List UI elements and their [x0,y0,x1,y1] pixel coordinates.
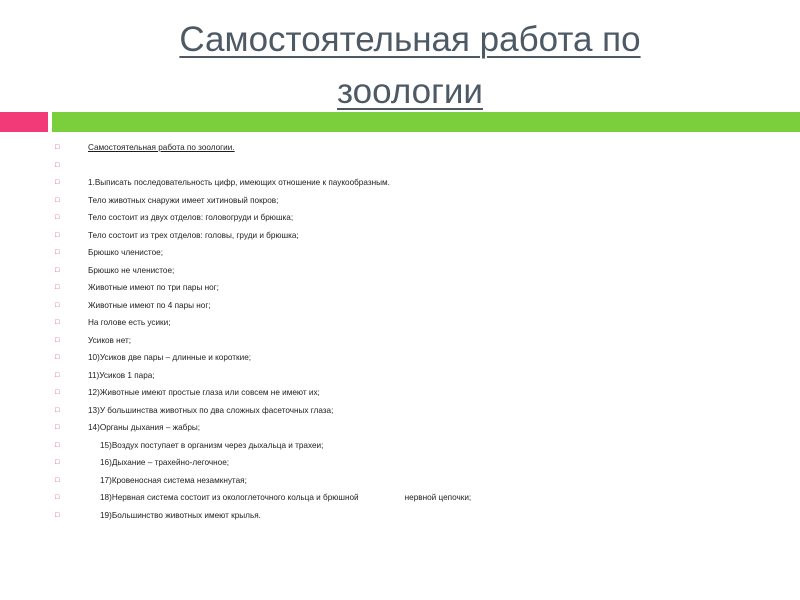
hollow-square-bullet-icon: □ [55,144,60,151]
hollow-square-bullet-icon: □ [55,494,60,501]
list-item-text: 16)Дыхание – трахейно-легочное; [100,458,230,467]
list-item-text: 14)Органы дыхания – жабры; [88,423,201,432]
list-item-text: 11)Усиков 1 пара; [88,370,155,380]
hollow-square-bullet-icon: □ [55,161,60,169]
hollow-square-bullet-icon: □ [55,249,60,256]
list-item [55,139,795,157]
hollow-square-bullet-icon: □ [55,441,60,449]
list-item [55,507,795,525]
list-item-text: Усиков нет; [88,335,131,345]
list-item-text: 10)Усиков две пары – длинные и короткие; [88,353,252,362]
hollow-square-bullet-icon: □ [55,459,60,466]
hollow-square-bullet-icon: □ [55,371,60,379]
list-item-text-wrapper [100,489,471,507]
list-item [55,174,795,192]
list-item [55,349,795,367]
list-item [55,472,795,490]
hollow-square-bullet-icon: □ [55,511,60,519]
list-item-text: На голове есть усики; [88,318,171,327]
hollow-square-bullet-icon: □ [55,196,60,204]
list-item-text: 1.Выписать последовательность цифр, имеющих отношение к паукообразным. [88,178,390,187]
list-item [55,367,795,385]
list-item [55,279,795,297]
hollow-square-bullet-icon: □ [55,266,60,274]
list-item-text-continuation: нервной цепочки; [404,493,472,502]
hollow-square-bullet-icon: □ [55,354,60,361]
list-item [55,419,795,437]
hollow-square-bullet-icon: □ [55,406,60,414]
list-item [55,297,795,315]
hollow-square-bullet-icon: □ [55,231,60,239]
hollow-square-bullet-icon: □ [55,214,60,221]
list-item-text: 17)Кровеносная система незамкнутая; [100,475,247,485]
list-item-text: Животные имеют по 4 пары ног; [88,300,211,310]
list-item [55,454,795,472]
list-item-text: Тело состоит из трех отделов: головы, груди и брюшка; [88,230,299,240]
hollow-square-bullet-icon: □ [55,284,60,291]
list-item [55,489,795,507]
accent-bar-green [52,112,800,132]
list-item-text: Тело состоит из двух отделов: головогруди и брюшка; [88,213,294,222]
list-item [55,227,795,245]
accent-bar-pink [0,112,48,132]
list-item [55,209,795,227]
hollow-square-bullet-icon: □ [55,389,60,396]
hollow-square-bullet-icon: □ [55,424,60,431]
list-item-text: Брюшко членистое; [88,248,163,257]
list-item-text: 19)Большинство животных имеют крылья. [100,510,261,520]
slide-title-line-2: зоологии [337,72,483,111]
list-item [55,384,795,402]
list-item-text: 18)Нервная система состоит из окологлеточного кольца и брюшной [100,493,359,502]
list-item [55,192,795,210]
hollow-square-bullet-icon: □ [55,319,60,326]
list-item [55,157,795,175]
slide-title-line-1: Самостоятельная работа по [179,20,641,59]
list-item-text: Животные имеют по три пары ног; [88,283,219,292]
list-item [55,332,795,350]
list-item-text: Самостоятельная работа по зоологии. [88,143,235,152]
list-item [55,244,795,262]
hollow-square-bullet-icon: □ [55,476,60,484]
hollow-square-bullet-icon: □ [55,301,60,309]
list-item-text: 13)У большинства животных по два сложных фасеточных глаза; [88,405,334,415]
bullet-list [55,139,795,524]
list-item [55,314,795,332]
hollow-square-bullet-icon: □ [55,336,60,344]
list-item-text: 15)Воздух поступает в организм через дыхальца и трахеи; [100,440,324,450]
list-item [55,402,795,420]
list-item [55,262,795,280]
slide-title [0,14,800,118]
list-item-text: 12)Животные имеют простые глаза или совсем не имеют их; [88,388,320,397]
list-item-text: Брюшко не членистое; [88,265,175,275]
hollow-square-bullet-icon: □ [55,179,60,186]
list-item [55,437,795,455]
list-item-text: Тело животных снаружи имеет хитиновый покров; [88,195,279,205]
